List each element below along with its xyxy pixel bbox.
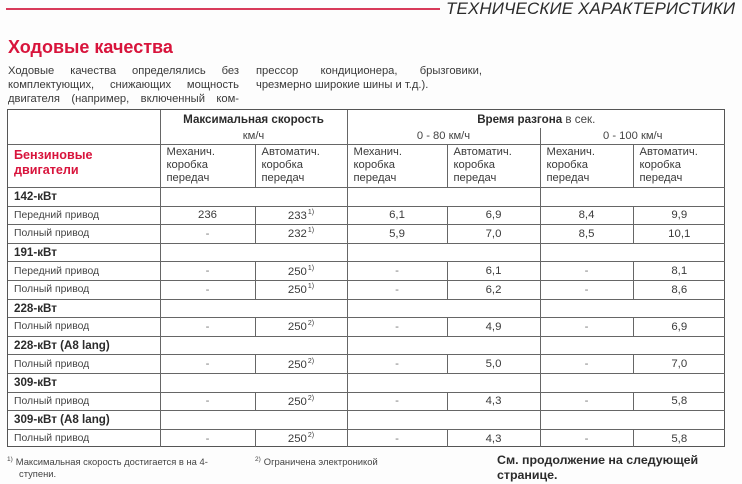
a100-manual-cell [540,355,633,374]
cell-value: 236 [197,209,217,222]
engine-group-row [8,373,725,392]
header-rule [6,8,440,10]
engine-group-name: 228-кВт (A8 lang) [8,336,160,355]
cell-value: - [205,265,210,278]
cell-value: - [205,432,210,445]
intro-line: чрезмерно широкие шины и т.д.). [256,79,429,91]
drive-type-cell: Полный привод [8,429,160,447]
intro-paragraph-col2 [256,64,482,92]
max-manual-cell [160,280,255,299]
a80-manual-cell [347,262,447,281]
empty-cell [160,336,347,355]
gearbox-header-cell [633,145,725,188]
empty-cell [160,411,347,430]
table-row [8,355,725,374]
engine-group-name: 142-кВт [8,188,160,207]
table-row [8,262,725,281]
empty-cell [540,373,725,392]
accel-title: Время разгона [477,112,563,126]
empty-cell [540,336,725,355]
max-speed-unit: км/ч [160,128,347,145]
gearbox-header-line: Механич. [166,146,215,158]
cell-value: 8,5 [578,227,595,240]
intro-line: двигателя (например, включенный ком- [8,93,239,105]
gearbox-header-line: коробка [166,159,208,171]
performance-grid [8,110,725,447]
max-auto-cell [255,355,347,374]
footnote-ref: 1) [307,227,315,235]
intro-line: прессор кондиционера, брызговики, [256,65,482,77]
empty-cell [540,188,725,207]
page-title: Ходовые качества [8,37,173,57]
footnote-text: Максимальная скорость достигается в на 4- [15,456,208,467]
cell-value: - [584,283,589,296]
cell-value: 7,0 [671,358,688,371]
cell-value: 8,6 [671,283,688,296]
a80-manual-cell [347,206,447,225]
footnote-ref: 1) [307,208,315,216]
engine-label-line: Бензиновые [14,148,93,162]
continue-line: странице. [497,468,558,482]
a100-auto-cell [633,262,725,281]
engine-group-row [8,336,725,355]
footnote-text: Ограничена электроникой [263,456,378,467]
empty-cell [347,336,540,355]
drive-type-cell: Полный привод [8,280,160,299]
footnote-ref: 1) [307,283,315,291]
cell-value: 250 [287,395,307,408]
cell-value: 5,8 [671,395,688,408]
max-manual-cell [160,206,255,225]
cell-value: - [395,265,399,278]
a80-auto-cell [447,206,540,225]
a80-auto-cell [447,262,540,281]
drive-type-cell: Полный привод [8,318,160,337]
cell-value: - [584,432,589,445]
gearbox-header-line: Автоматич. [261,146,320,158]
max-speed-header [160,110,347,128]
a80-auto-cell [447,392,540,411]
gearbox-header-line: передач [353,172,397,184]
engine-group-row [8,243,725,262]
empty-corner-cell [8,110,160,145]
cell-value: 6,1 [485,265,502,278]
empty-cell [540,299,725,318]
cell-value: 9,9 [671,209,688,222]
cell-value: - [395,320,399,333]
footnote-2 [255,454,435,468]
max-auto-cell [255,318,347,337]
gearbox-header-line: передач [261,172,305,184]
section-header: ТЕХНИЧЕСКИЕ ХАРАКТЕРИСТИКИ [446,0,736,18]
cell-value: - [205,227,210,240]
a80-manual-cell [347,355,447,374]
gearbox-header-line: Автоматич. [453,146,512,158]
continue-line: См. продолжение на следующей [497,453,699,467]
cell-value: 250 [287,358,307,371]
a100-manual-cell [540,225,633,244]
a80-manual-cell [347,429,447,447]
cell-value: 7,0 [485,227,502,240]
empty-cell [347,373,540,392]
cell-value: - [584,320,589,333]
gearbox-header-line: коробка [261,159,303,171]
a100-manual-cell [540,392,633,411]
cell-value: 10,1 [668,227,691,240]
intro-line: Ходовые качества определялись без [8,65,239,77]
cell-value: 250 [287,265,307,278]
gearbox-header-cell [160,145,255,188]
empty-cell [160,188,347,207]
a80-auto-cell [447,318,540,337]
cell-value: 6,9 [485,209,502,222]
engine-group-row [8,188,725,207]
empty-cell [347,411,540,430]
empty-cell [160,299,347,318]
drive-type-cell: Передний привод [8,262,160,281]
gearbox-header-line: передач [453,172,497,184]
a80-manual-cell [347,318,447,337]
a80-manual-cell [347,392,447,411]
a100-auto-cell [633,280,725,299]
a80-auto-cell [447,429,540,447]
table-row [8,392,725,411]
engine-group-row [8,411,725,430]
a100-auto-cell [633,392,725,411]
cell-value: 4,9 [485,320,502,333]
continued-next-page-note [497,453,737,483]
cell-value: 8,1 [671,265,688,278]
max-speed-title: Максимальная скорость [183,112,324,126]
footnote-text: ступени. [19,468,57,479]
gearbox-header-line: коробка [546,159,588,171]
cell-value: - [395,283,399,296]
gearbox-header-line: передач [166,172,210,184]
empty-cell [347,188,540,207]
accel-header [347,110,725,128]
a100-manual-cell [540,280,633,299]
gearbox-header-line: Механич. [353,146,402,158]
a100-auto-cell [633,206,725,225]
a100-manual-cell [540,262,633,281]
table-row [8,280,725,299]
engine-group-name: 228-кВт [8,299,160,318]
max-auto-cell [255,429,347,447]
cell-value: 4,3 [485,395,502,408]
footnote-ref: 2) [307,320,315,328]
cell-value: 232 [287,228,307,241]
empty-cell [160,373,347,392]
footnote-mark: 1) [7,456,13,463]
empty-cell [347,299,540,318]
intro-paragraph-col1 [8,64,239,106]
a100-manual-cell [540,318,633,337]
footnote-ref: 1) [307,264,315,272]
a80-manual-cell [347,225,447,244]
accel-0-80-header: 0 - 80 км/ч [347,128,540,145]
gearbox-header-line: коробка [453,159,495,171]
max-manual-cell [160,225,255,244]
cell-value: 5,0 [485,358,502,371]
cell-value: - [205,283,210,296]
cell-value: 233 [287,209,307,222]
footnote-ref: 2) [307,394,315,402]
cell-value: - [395,395,399,408]
engine-group-row [8,299,725,318]
engine-label-line: двигатели [14,163,79,177]
table-row [8,206,725,225]
a80-auto-cell [447,355,540,374]
cell-value: - [584,358,589,371]
table-row [8,318,725,337]
accel-0-100-header: 0 - 100 км/ч [540,128,725,145]
cell-value: 6,9 [671,320,688,333]
empty-cell [540,411,725,430]
a80-manual-cell [347,280,447,299]
cell-value: - [205,395,210,408]
gearbox-header-cell [540,145,633,188]
a100-manual-cell [540,429,633,447]
cell-value: 6,1 [389,209,405,222]
max-manual-cell [160,355,255,374]
gearbox-header-line: коробка [353,159,395,171]
cell-value: - [395,358,399,371]
empty-cell [540,243,725,262]
cell-value: - [584,265,589,278]
cell-value: 6,2 [485,283,502,296]
max-manual-cell [160,318,255,337]
a100-auto-cell [633,355,725,374]
drive-type-cell: Передний привод [8,206,160,225]
gearbox-header-line: передач [546,172,590,184]
max-auto-cell [255,392,347,411]
engine-group-name: 191-кВт [8,243,160,262]
drive-type-cell: Полный привод [8,392,160,411]
gearbox-header-line: Автоматич. [639,146,698,158]
cell-value: - [205,358,210,371]
cell-value: - [584,395,589,408]
engine-group-name: 309-кВт [8,373,160,392]
footnote-ref: 2) [307,432,315,440]
gearbox-header-line: передач [639,172,683,184]
cell-value: 8,4 [578,209,595,222]
max-auto-cell [255,206,347,225]
a100-manual-cell [540,206,633,225]
a100-auto-cell [633,429,725,447]
empty-cell [160,243,347,262]
gearbox-header-cell [347,145,447,188]
max-auto-cell [255,225,347,244]
max-manual-cell [160,392,255,411]
table-row [8,429,725,447]
cell-value: - [205,320,210,333]
a100-auto-cell [633,225,725,244]
empty-cell [347,243,540,262]
footnote-1 [7,454,262,480]
intro-line: комплектующих, снижающих мощность [8,79,239,91]
footnote-ref: 2) [307,357,315,365]
cell-value: 4,3 [485,432,502,445]
max-auto-cell [255,262,347,281]
max-auto-cell [255,280,347,299]
a100-auto-cell [633,318,725,337]
engine-type-label [8,145,160,188]
performance-table [7,109,725,447]
gearbox-header-line: Механич. [546,146,595,158]
a80-auto-cell [447,225,540,244]
max-manual-cell [160,262,255,281]
table-row [8,225,725,244]
gearbox-header-cell [255,145,347,188]
cell-value: 5,8 [671,432,688,445]
footnote-mark: 2) [255,456,261,463]
cell-value: 250 [287,284,307,297]
accel-unit: в сек. [565,112,596,126]
gearbox-header-cell [447,145,540,188]
gearbox-header-line: коробка [639,159,681,171]
max-manual-cell [160,429,255,447]
cell-value: 250 [287,321,307,334]
drive-type-cell: Полный привод [8,225,160,244]
cell-value: 5,9 [389,227,405,240]
cell-value: - [395,432,399,445]
cell-value: 250 [287,433,307,446]
drive-type-cell: Полный привод [8,355,160,374]
a80-auto-cell [447,280,540,299]
engine-group-name: 309-кВт (A8 lang) [8,411,160,430]
